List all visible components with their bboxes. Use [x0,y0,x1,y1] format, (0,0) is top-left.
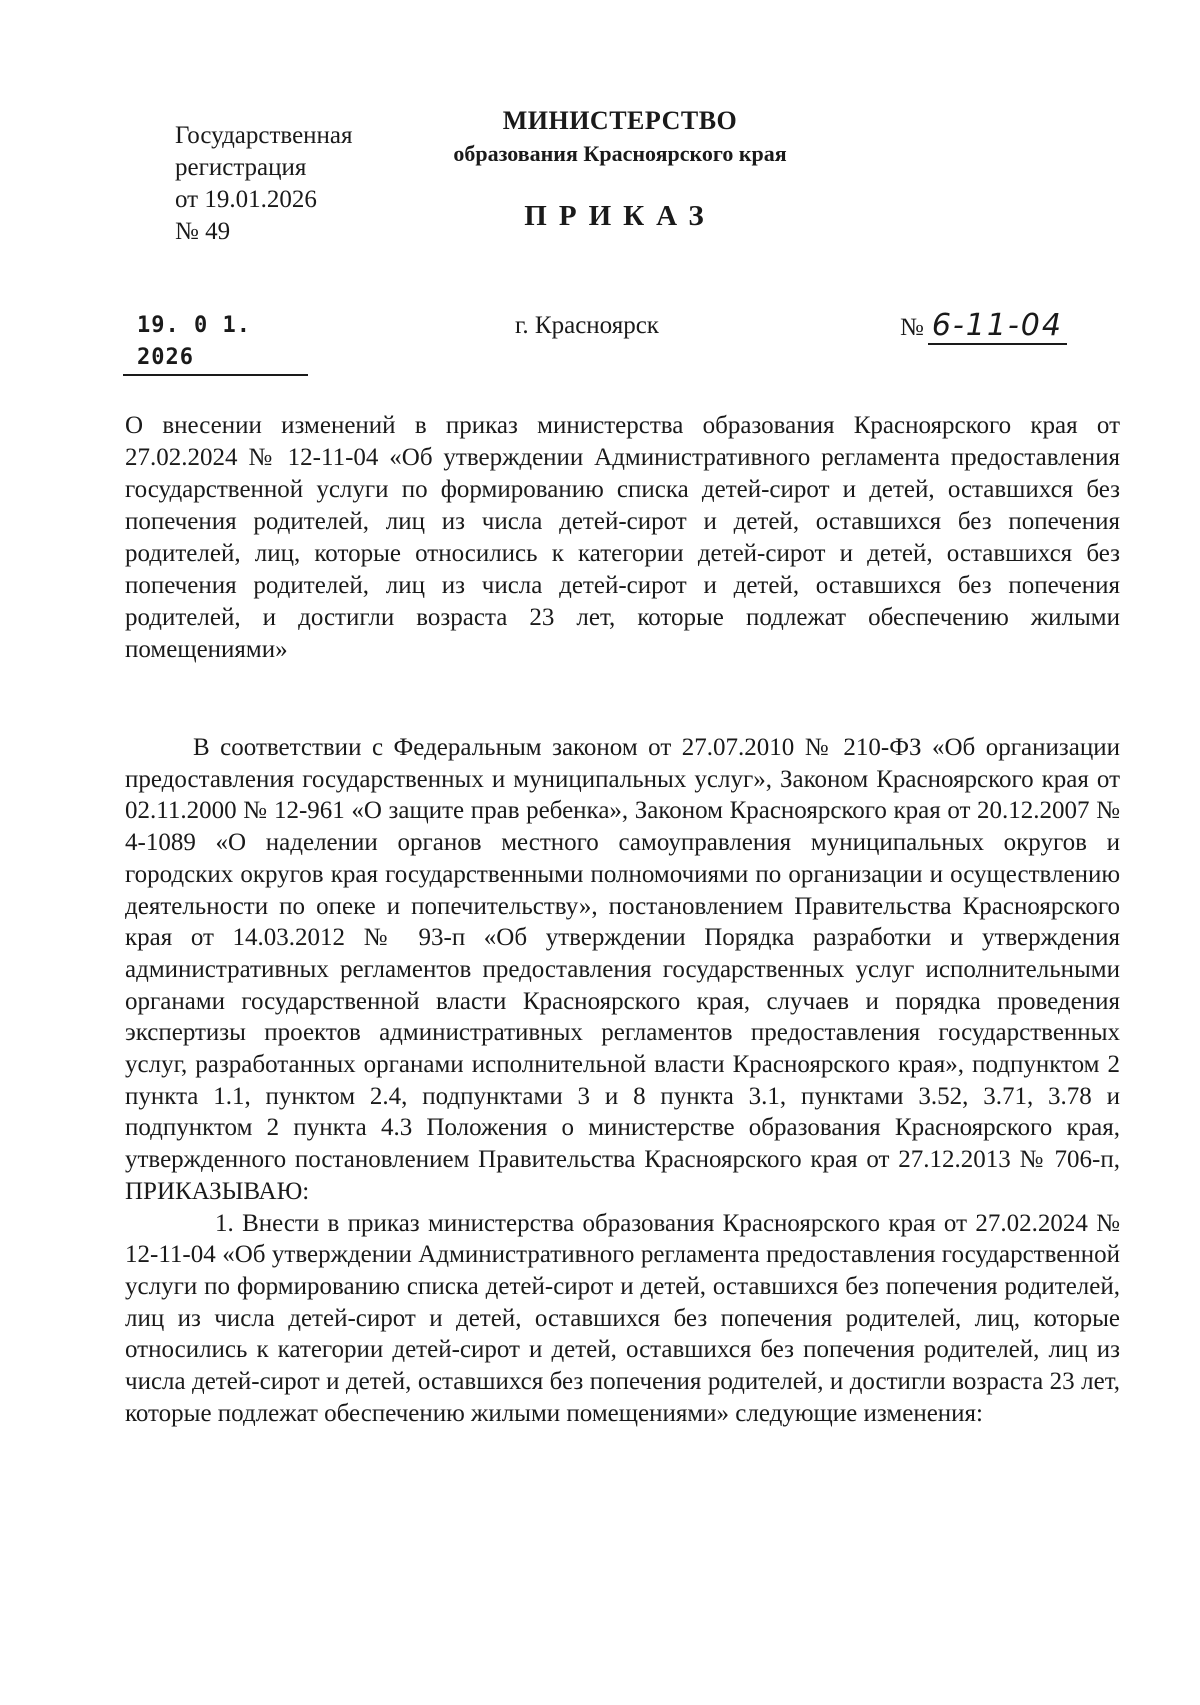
order-number-prefix: № [900,314,924,341]
order-date: 19. 0 1. 2026 [123,310,308,376]
ministry-header [390,105,850,171]
registration-date: от 19.01.2026 [175,186,317,213]
order-city: г. Красноярск [515,312,659,339]
registration-line-2: регистрация [175,154,307,181]
ministry-subtitle: образования Красноярского края [453,141,787,166]
body-paragraph-item-1: 1. Внести в приказ министерства образования Красноярского края от 27.02.2024 № 12-11-04 «Об утверждении Административного регламента предоставления государственной услуги по формированию списка детей-сирот и детей, оставшихся без попечения родителей, лиц из числа детей-сирот и детей, оставшихся без попечения родителей, лиц, которые относились к категории детей-сирот и детей, оставшихся без попечения родителей, лиц из числа детей-сирот и детей, оставшихся без попечения родителей, и достигли возраста 23 лет, которые подлежат обеспечению жилыми помещениями» следующие изменения: [125,1209,1120,1427]
registration-block [175,120,353,248]
registration-line-1: Государственная [175,122,353,149]
order-title: О внесении изменений в приказ министерства образования Красноярского края от 27.02.2024 № 12-11-04 «Об утверждении Административного регламента предоставления государственной услуги по формированию списка детей-сирот и детей, оставшихся без попечения родителей, лиц из числа детей-сирот и детей, оставшихся без попечения родителей, лиц, которые относились к категории детей-сирот и детей, оставшихся без попечения родителей, лиц из числа детей-сирот и детей, оставшихся без попечения родителей, и достигли возраста 23 лет, которые подлежат обеспечению жилыми помещениями» [125,412,1120,663]
body-paragraph-preamble: В соответствии с Федеральным законом от 27.07.2010 № 210-ФЗ «Об организации предоставления государственных и муниципальных услуг», Законом Красноярского края от 02.11.2000 № 12-961 «О защите прав ребенка», Законом Красноярского края от 20.12.2007 № 4-1089 «О наделении органов местного самоуправления муниципальных округов и городских округов края государственными полномочиями по организации и осуществлению деятельности по опеке и попечительству», постановлением Правительства Красноярского края от 14.03.2012 № 93-п «Об утверждении Порядка разработки и утверждения административных регламентов предоставления государственных услуг исполнительными органами государственной власти Красноярского края, случаев и порядка проведения экспертизы проектов административных регламентов предоставления государственных услуг, разработанных органами исполнительной власти Красноярского края», подпунктом 2 пункта 1.1, пунктом 2.4, подпунктами 3 и 8 пункта 3.1, пунктами 3.52, 3.71, 3.78 и подпунктом 2 пункта 4.3 Положения о министерстве образования Красноярского края, утвержденного постановлением Правительства Красноярского края от 27.12.2013 № 706-п, ПРИКАЗЫВАЮ: [125,734,1120,1205]
order-number: 6-11-04 [928,308,1067,345]
registration-number: № 49 [175,218,231,245]
document-type: ПРИКАЗ [524,200,716,232]
order-body [125,732,1120,1429]
ministry-title: МИНИСТЕРСТВО [502,106,738,135]
order-number-block [900,308,1067,345]
